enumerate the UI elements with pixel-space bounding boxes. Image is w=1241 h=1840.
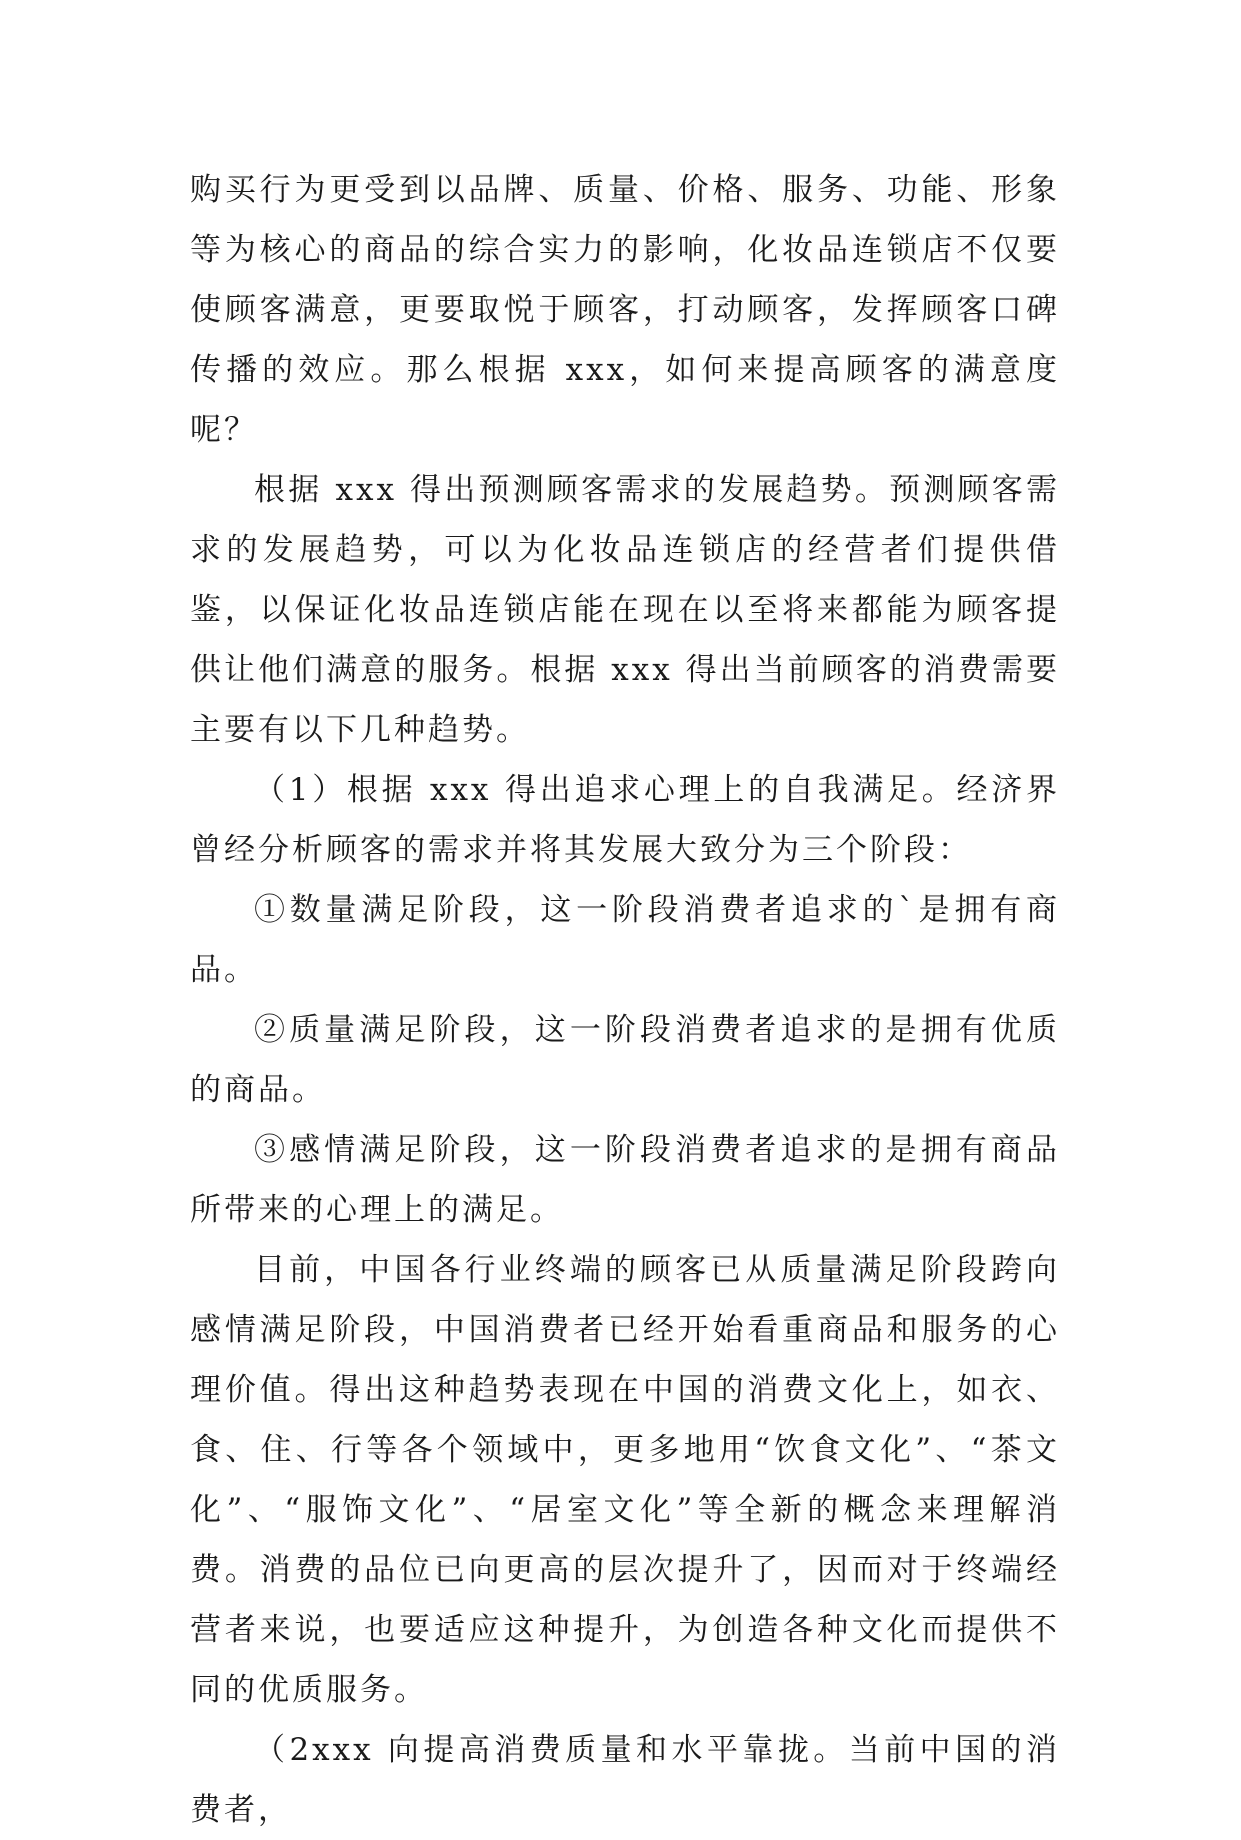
paragraph-3: （1）根据 xxx 得出追求心理上的自我满足。经济界曾经分析顾客的需求并将其发展大致分为三个阶段： (190, 772, 1060, 868)
paragraph-6: ③感情满足阶段，这一阶段消费者追求的是拥有商品所带来的心理上的满足。 (190, 1132, 1060, 1228)
paragraph-8: （2xxx 向提高消费质量和水平靠拢。当前中国的消费者， (190, 1732, 1060, 1828)
paragraph-2: 根据 xxx 得出预测顾客需求的发展趋势。预测顾客需求的发展趋势，可以为化妆品连锁店的经营者们提供借鉴，以保证化妆品连锁店能在现在以至将来都能为顾客提供让他们满意的服务。根据 xxx 得出当前顾客的消费需要主要有以下几种趋势。 (190, 472, 1060, 748)
paragraph-1: 购买行为更受到以品牌、质量、价格、服务、功能、形象等为核心的商品的综合实力的影响，化妆品连锁店不仅要使顾客满意，更要取悦于顾客，打动顾客，发挥顾客口碑传播的效应。那么根据 xxx，如何来提高顾客的满意度呢？ (190, 172, 1060, 448)
paragraph-4: ①数量满足阶段，这一阶段消费者追求的`是拥有商品。 (190, 892, 1060, 988)
document-body (190, 160, 1060, 1840)
paragraph-7: 目前，中国各行业终端的顾客已从质量满足阶段跨向感情满足阶段，中国消费者已经开始看重商品和服务的心理价值。得出这种趋势表现在中国的消费文化上，如衣、食、住、行等各个领域中，更多地用“饮食文化”、“茶文化”、“服饰文化”、“居室文化”等全新的概念来理解消费。消费的品位已向更高的层次提升了，因而对于终端经营者来说，也要适应这种提升，为创造各种文化而提供不同的优质服务。 (190, 1252, 1060, 1708)
paragraph-5: ②质量满足阶段，这一阶段消费者追求的是拥有优质的商品。 (190, 1012, 1060, 1108)
